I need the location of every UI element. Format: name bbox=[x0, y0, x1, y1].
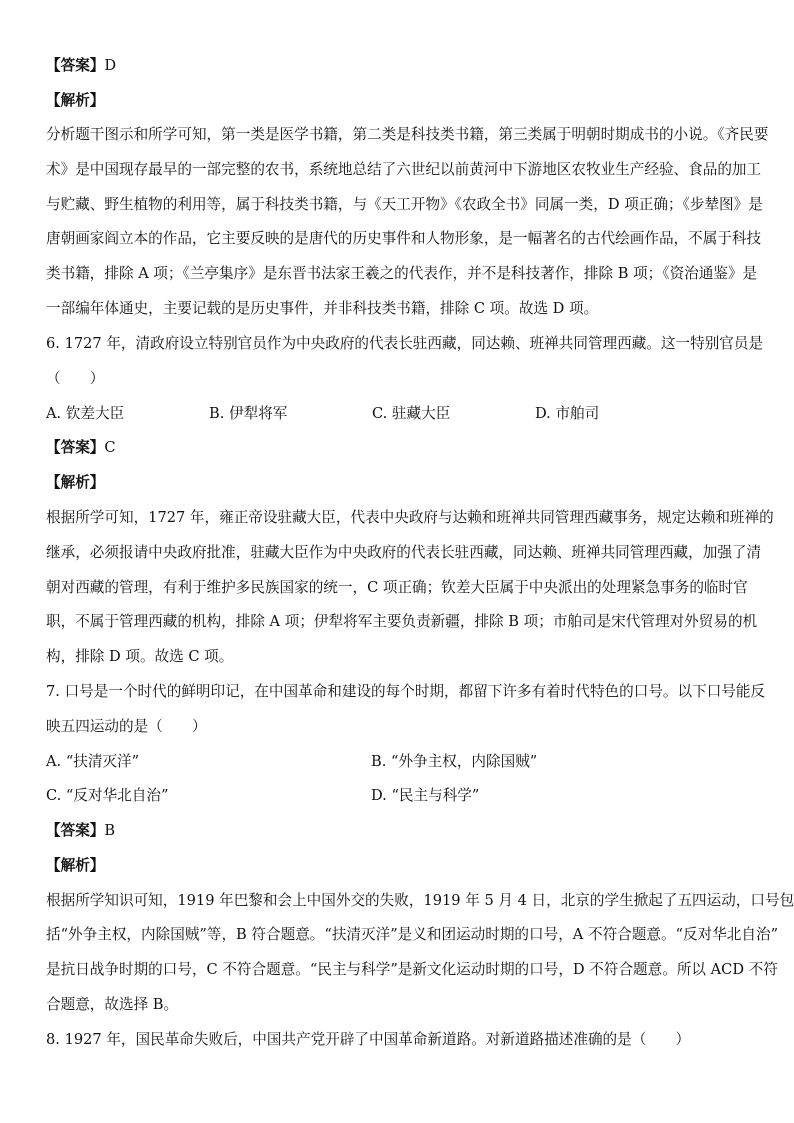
analysis-line: 根据所学知识可知，1919 年巴黎和会上中国外交的失败，1919 年 5 月 4 日，北京的学生掀起了五四运动，口号包 bbox=[46, 892, 794, 909]
analysis-tag: 【解析】 bbox=[46, 92, 105, 109]
option-c: C. “反对华北自治” bbox=[46, 787, 169, 804]
analysis-line: 朝对西藏的管理，有利于维护多民族国家的统一，C 项正确；钦差大臣属于中央派出的处理紧急事务的临时官 bbox=[46, 579, 748, 596]
answer-tag: 【答案】 bbox=[46, 822, 105, 839]
analysis-line: 分析题干图示和所学可知，第一类是医学书籍，第二类是科技类书籍，第三类属于明朝时期成书的小说。《齐民要 bbox=[46, 126, 769, 143]
answer-line bbox=[46, 821, 115, 841]
answer-value: B bbox=[104, 822, 116, 839]
option-a: A. 钦差大臣 bbox=[46, 405, 125, 422]
analysis-line: 构，排除 D 项。故选 C 项。 bbox=[46, 648, 234, 665]
analysis-line: 类书籍，排除 A 项；《兰亭集序》是东晋书法家王羲之的代表作，并不是科技著作，排除 B 项；《资治通鉴》是 bbox=[46, 265, 758, 282]
answer-value: C bbox=[104, 439, 116, 456]
analysis-line: 职，不属于管理西藏的机构，排除 A 项；伊犁将军主要负责新疆，排除 B 项；市舶司是宋代管理对外贸易的机 bbox=[46, 613, 758, 630]
answer-tag: 【答案】 bbox=[46, 57, 105, 74]
analysis-line: 与贮藏、野生植物的利用等，属于科技类书籍，与《天工开物》《农政全书》同属一类，D 项正确；《步辇图》是 bbox=[46, 196, 763, 213]
option-a: A. “扶清灭洋” bbox=[46, 753, 140, 770]
question-stem: 6. 1727 年，清政府设立特别官员作为中央政府的代表长驻西藏，同达赖、班禅共同管理西藏。这一特别官员是 bbox=[46, 335, 764, 352]
answer-value: D bbox=[104, 57, 117, 74]
analysis-line: 唐朝画家阎立本的作品，它主要反映的是唐代的历史事件和人物形象，是一幅著名的古代绘画作品，不属于科技 bbox=[46, 230, 762, 247]
option-d: D. “民主与科学” bbox=[371, 787, 480, 804]
question-stem: （ ） bbox=[46, 370, 105, 387]
analysis-line: 是抗日战争时期的口号，C 不符合题意。“民主与科学”是新文化运动时期的口号，D 不符合题意。所以 ACD 不符 bbox=[46, 961, 778, 978]
analysis-line: 根据所学可知，1727 年，雍正帝设驻藏大臣，代表中央政府与达赖和班禅共同管理西藏事务，规定达赖和班禅的 bbox=[46, 509, 774, 526]
answer-tag: 【答案】 bbox=[46, 439, 105, 456]
analysis-line: 继承，必须报请中央政府批准，驻藏大臣作为中央政府的代表长驻西藏，同达赖、班禅共同管理西藏，加强了清 bbox=[46, 544, 762, 561]
option-c: C. 驻藏大臣 bbox=[372, 405, 451, 422]
analysis-line: 术》是中国现存最早的一部完整的农书，系统地总结了六世纪以前黄河中下游地区农牧业生产经验、食品的加工 bbox=[46, 161, 762, 178]
analysis-line: 括“外争主权，内除国贼”等，B 符合题意。“扶清灭洋”是义和团运动时期的口号，A 不符合题意。“反对华北自治” bbox=[46, 926, 779, 943]
option-b: B. “外争主权，内除国贼” bbox=[371, 753, 538, 770]
analysis-line: 一部编年体通史，主要记载的是历史事件，并非科技类书籍，排除 C 项。故选 D 项。 bbox=[46, 300, 599, 317]
answer-line bbox=[46, 438, 116, 458]
question-stem: 8. 1927 年，国民革命失败后，中国共产党开辟了中国革命新道路。对新道路描述准确的是（ ） bbox=[46, 1031, 691, 1048]
analysis-tag: 【解析】 bbox=[46, 474, 105, 491]
answer-line bbox=[46, 56, 116, 76]
analysis-tag: 【解析】 bbox=[46, 857, 105, 874]
option-b: B. 伊犁将军 bbox=[209, 405, 288, 422]
question-stem: 映五四运动的是（ ） bbox=[46, 718, 207, 735]
analysis-line: 合题意，故选择 B。 bbox=[46, 996, 179, 1013]
option-d: D. 市舶司 bbox=[535, 405, 600, 422]
question-stem: 7. 口号是一个时代的鲜明印记，在中国革命和建设的每个时期，都留下许多有着时代特色的口号。以下口号能反 bbox=[46, 683, 766, 700]
